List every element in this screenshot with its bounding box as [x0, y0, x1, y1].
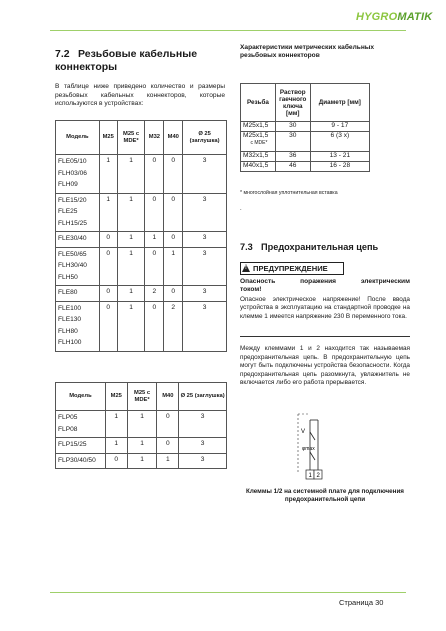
value-cell: 1: [164, 247, 183, 286]
exclamation-icon: !: [245, 265, 247, 271]
value-cell: 0: [145, 301, 164, 351]
terminal-1-label: 1: [308, 473, 312, 479]
model-cell: [56, 411, 106, 438]
header-model: Модель: [56, 121, 100, 155]
danger-paragraph: Опасное электрическое напряжение! После ввода устройства в эксплуатацию на стандартной проводке на клемме 1 имеется напряжение 230 В переменного тока.: [240, 296, 410, 320]
value-cell: 3: [179, 438, 227, 454]
value-cell: 0: [145, 247, 164, 286]
model-cell: [56, 438, 106, 454]
thread-cell: [241, 132, 276, 152]
section-number: 7.3: [240, 242, 253, 252]
wrench-cell: 30: [275, 122, 310, 132]
value-cell: 3: [183, 155, 227, 194]
value-cell: 0: [145, 155, 164, 194]
model-name: FLH15/25: [58, 219, 87, 227]
logo-part-1: HYGRO: [356, 11, 398, 23]
value-cell: 1: [99, 155, 117, 194]
header-divider: [50, 30, 406, 31]
value-cell: 1: [145, 232, 164, 248]
value-cell: 1: [99, 193, 117, 232]
value-cell: 0: [145, 193, 164, 232]
footnote: * многослойная уплотнительная вставка: [240, 190, 338, 196]
cable-connector-table-flp: [55, 382, 227, 469]
section-title: Резьбовые кабельные коннекторы: [55, 48, 198, 73]
page-number: Страница 30: [339, 598, 384, 607]
model-cell: [56, 155, 100, 194]
diameter-cell: 9 - 17: [310, 122, 369, 132]
model-name: FLH80: [58, 327, 78, 335]
model-name: FLP05: [58, 414, 78, 421]
wrench-cell: 30: [275, 132, 310, 152]
model-name: FLH50: [58, 273, 78, 281]
safety-chain-diagram: [240, 410, 410, 490]
model-name: FLP30/40/50: [58, 456, 96, 464]
model-cell: [56, 232, 100, 248]
table-row: [56, 438, 227, 454]
switch-v: [310, 432, 315, 440]
table-row: [56, 286, 227, 302]
model-name: FLE25: [58, 208, 78, 215]
footer-divider: [50, 592, 406, 593]
header-m25: M25: [99, 121, 117, 155]
section-7-3-heading: [240, 242, 378, 252]
header-diameter: Диаметр [мм]: [310, 84, 369, 122]
value-cell: 1: [127, 438, 157, 454]
wrench-cell: 46: [275, 162, 310, 172]
value-cell: 0: [157, 411, 179, 438]
value-cell: 0: [164, 286, 183, 302]
header-m25-mde: M25 с MDE*: [127, 383, 157, 411]
value-cell: 0: [99, 232, 117, 248]
diameter-cell: 6 (3 x): [310, 132, 369, 152]
model-name: FLH03/06: [58, 169, 87, 177]
warning-label: ПРЕДУПРЕЖДЕНИЕ: [253, 264, 328, 273]
section-number: 7.2: [55, 48, 70, 60]
model-name: FLE50/65: [58, 250, 87, 258]
model-name: FLE15/20: [58, 196, 87, 204]
model-name: FLE130: [58, 316, 82, 323]
model-cell: [56, 286, 100, 302]
value-cell: 1: [117, 247, 145, 286]
wrench-cell: 36: [275, 152, 310, 162]
value-cell: 1: [105, 411, 127, 438]
value-cell: 1: [117, 155, 145, 194]
header-model: Модель: [56, 383, 106, 411]
value-cell: 1: [127, 411, 157, 438]
header-wrench: Раствор гаечного ключа [мм]: [275, 84, 310, 122]
model-name: FLH09: [58, 181, 78, 188]
metric-connectors-table: [240, 83, 370, 172]
thread-cell: M25x1,5: [241, 122, 276, 132]
section-divider: [240, 336, 410, 337]
header-m25-mde: M25 с MDE*: [117, 121, 145, 155]
diameter-cell: 16 - 28: [310, 162, 369, 172]
model-name: FLP08: [58, 425, 78, 433]
value-cell: 0: [164, 155, 183, 194]
value-cell: 2: [145, 286, 164, 302]
section-7-2-intro: В таблице ниже приведено количество и размеры резьбовых кабельных коннекторов, которые используются в устройствах:: [55, 83, 225, 108]
value-cell: 1: [117, 286, 145, 302]
header-plug-25: Ø 25 (заглушка): [183, 121, 227, 155]
value-cell: 1: [157, 453, 179, 469]
model-cell: [56, 301, 100, 351]
value-cell: 2: [164, 301, 183, 351]
switch-phi: [310, 452, 315, 460]
section-7-2-heading: [55, 48, 225, 74]
warning-box: [240, 262, 344, 275]
value-cell: 0: [99, 286, 117, 302]
value-cell: 3: [183, 232, 227, 248]
header-thread: Резьба: [241, 84, 276, 122]
label-v: V: [301, 429, 306, 435]
cable-connector-table-fle-flh: [55, 120, 227, 352]
model-name: FLE05/10: [58, 158, 87, 165]
value-cell: 1: [117, 193, 145, 232]
value-cell: 0: [164, 232, 183, 248]
terminal-2-label: 2: [316, 473, 320, 479]
value-cell: 1: [117, 301, 145, 351]
header-m25: M25: [105, 383, 127, 411]
value-cell: 3: [179, 411, 227, 438]
value-cell: 1: [105, 438, 127, 454]
header-m32: M32: [145, 121, 164, 155]
diameter-cell: 13 - 21: [310, 152, 369, 162]
model-name: FLE100: [58, 304, 82, 312]
model-name: FLE30/40: [58, 235, 87, 242]
value-cell: 0: [105, 453, 127, 469]
table-row: [56, 193, 227, 232]
thread-sub: с MDE*: [250, 140, 268, 146]
safety-chain-paragraph: Между клеммами 1 и 2 находится так называемая предохранительная цепь. В предохранительную цепь могут быть подключены устройства безопасности. Когда предохранительная цепь разомкнута, увлажнитель не включается либо его работа прерывается.: [240, 345, 410, 386]
value-cell: 0: [164, 193, 183, 232]
header-m40: M40: [164, 121, 183, 155]
danger-line-1: Опасность поражения электрическим: [240, 278, 410, 285]
model-cell: [56, 247, 100, 286]
table-row: [56, 232, 227, 248]
value-cell: 1: [127, 453, 157, 469]
danger-line-2: током!: [240, 286, 262, 293]
table-row: [56, 155, 227, 194]
value-cell: 0: [99, 301, 117, 351]
diagram-caption: Клеммы 1/2 на системной плате для подключения предохранительной цепи: [246, 488, 404, 503]
value-cell: 3: [183, 193, 227, 232]
value-cell: 1: [117, 232, 145, 248]
header-m40: M40: [157, 383, 179, 411]
thread-cell: M40x1,5: [241, 162, 276, 172]
model-name: FLE80: [58, 289, 78, 296]
hygromatik-logo: [356, 11, 432, 23]
section-title: Предохранительная цепь: [261, 242, 379, 252]
model-name: FLH30/40: [58, 262, 87, 269]
metric-connectors-title: Характеристики метрических кабельных резьбовых коннекторов: [240, 44, 375, 60]
model-cell: [56, 453, 106, 469]
table-row: [56, 301, 227, 351]
value-cell: 0: [99, 247, 117, 286]
logo-part-2: MATIK: [397, 11, 433, 23]
value-cell: 3: [183, 247, 227, 286]
thread-value: M25x1,5: [243, 132, 269, 139]
value-cell: 3: [183, 301, 227, 351]
model-name: FLH100: [58, 339, 82, 346]
table-row: [56, 453, 227, 469]
model-cell: [56, 193, 100, 232]
model-name: FLP15/25: [58, 441, 87, 448]
table-row: [56, 247, 227, 286]
stray-dot: .: [240, 206, 242, 212]
value-cell: 3: [183, 286, 227, 302]
value-cell: 3: [179, 453, 227, 469]
thread-cell: M32x1,5: [241, 152, 276, 162]
label-phi: φmax: [302, 446, 315, 452]
value-cell: 0: [157, 438, 179, 454]
header-plug-25: Ø 25 (заглушка): [179, 383, 227, 411]
table-row: [56, 411, 227, 438]
